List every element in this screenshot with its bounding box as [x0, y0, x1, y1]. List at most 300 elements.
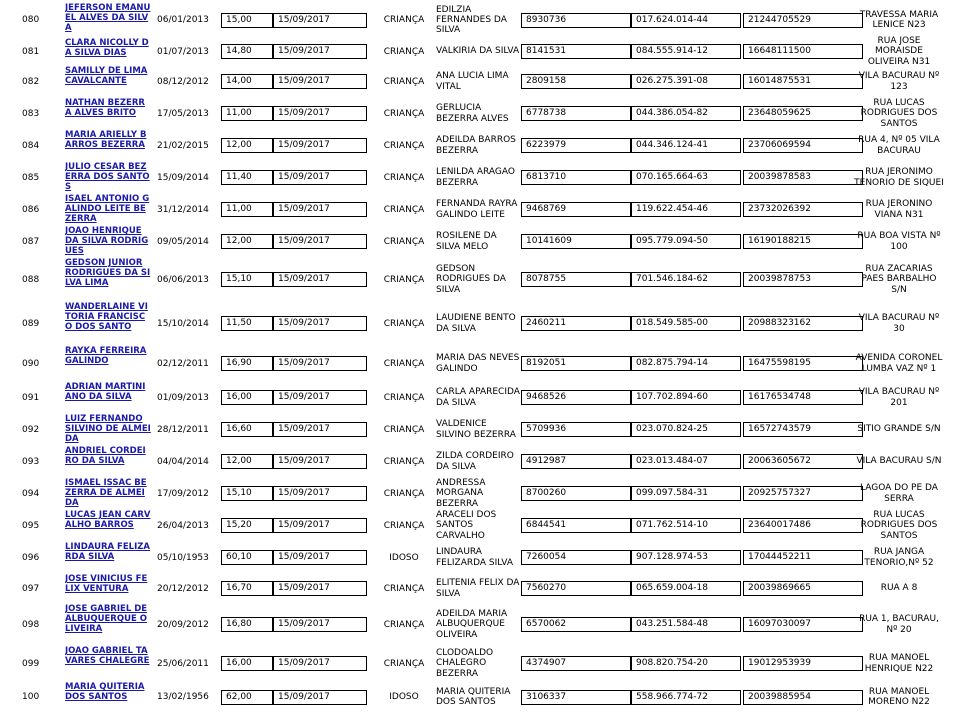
- nis-field[interactable]: 20039869665: [743, 581, 863, 596]
- weight-field[interactable]: 16,00: [221, 390, 273, 405]
- guardian-name-text: FERNANDA RAYRA GALINDO LEITE: [436, 199, 518, 220]
- visit-date-field[interactable]: 15/09/2017: [273, 44, 367, 59]
- category-text: CRIANÇA: [383, 274, 425, 285]
- cpf-field[interactable]: 023.070.824-25: [631, 422, 741, 437]
- rg-field[interactable]: 6778738: [521, 106, 631, 121]
- birth-date-text: 28/12/2011: [157, 424, 209, 435]
- birth-date-text: 08/12/2012: [157, 76, 209, 87]
- category: [373, 478, 435, 509]
- category: [373, 302, 435, 345]
- birth-date: [157, 510, 219, 541]
- weight-field[interactable]: 12,00: [221, 138, 273, 153]
- row-number: [22, 646, 58, 681]
- nis-field[interactable]: 16176534748: [743, 390, 863, 405]
- nis-field[interactable]: 23732026392: [743, 202, 863, 217]
- birth-date: [157, 646, 219, 681]
- visit-date-field[interactable]: 15/09/2017: [273, 202, 367, 217]
- address: [853, 302, 945, 345]
- visit-date-field[interactable]: 15/09/2017: [273, 550, 367, 565]
- weight-field[interactable]: 16,70: [221, 581, 273, 596]
- guardian-name-text: CARLA APARECIDA DA SILVA: [436, 387, 520, 408]
- row-number-text: 085: [22, 172, 40, 183]
- row-number-text: 082: [22, 76, 40, 87]
- birth-date-text: 21/02/2015: [157, 140, 209, 151]
- patient-name-link[interactable]: ISAEL ANTONIO GALINDO LEITE BEZERRA: [65, 194, 150, 225]
- birth-date-text: 09/05/2014: [157, 236, 209, 247]
- guardian-name: [436, 478, 520, 509]
- category-text: CRIANÇA: [383, 658, 425, 669]
- birth-date-text: 01/07/2013: [157, 46, 209, 57]
- nis-field[interactable]: 16190188215: [743, 234, 863, 249]
- birth-date: [157, 98, 219, 129]
- birth-date-text: 20/09/2012: [157, 619, 209, 630]
- weight-field[interactable]: 15,20: [221, 518, 273, 533]
- birth-date: [157, 194, 219, 225]
- address-text: RUA A 8: [880, 583, 918, 594]
- table-row: [0, 382, 960, 413]
- category: [373, 38, 435, 65]
- weight-field[interactable]: 11,40: [221, 170, 273, 185]
- guardian-name-text: VALDENICE SILVINO BEZERRA: [436, 419, 516, 440]
- weight-field[interactable]: 16,80: [221, 617, 273, 632]
- birth-date: [157, 478, 219, 509]
- guardian-name: [436, 646, 520, 681]
- weight-field[interactable]: 62,00: [221, 690, 273, 705]
- address: [853, 194, 945, 225]
- weight-field[interactable]: 60,10: [221, 550, 273, 565]
- patient-name-link[interactable]: ADRIAN MARTINIANO DA SILVA: [65, 382, 146, 403]
- address-text: VILA BACURAU Nº 123: [858, 71, 940, 92]
- cpf-field[interactable]: 107.702.894-60: [631, 390, 741, 405]
- guardian-name: [436, 414, 520, 445]
- cpf-field[interactable]: 044.386.054-82: [631, 106, 741, 121]
- category: [373, 130, 435, 161]
- row-number-text: 084: [22, 140, 40, 151]
- row-number-text: 099: [22, 658, 40, 669]
- visit-date-field[interactable]: 15/09/2017: [273, 170, 367, 185]
- weight-field[interactable]: 15,10: [221, 486, 273, 501]
- address: [853, 3, 945, 37]
- table-row: [0, 574, 960, 603]
- nis-field[interactable]: 16097030097: [743, 617, 863, 632]
- patient-name-link[interactable]: JOSE GABRIEL DE ALBUQUERQUE OLIVEIRA: [65, 604, 148, 635]
- rg-field[interactable]: 9468526: [521, 390, 631, 405]
- row-number-text: 080: [22, 15, 40, 25]
- address-text: AVENIDA CORONEL LUMBA VAZ Nº 1: [855, 353, 943, 374]
- category: [373, 604, 435, 645]
- birth-date-text: 02/12/2011: [157, 358, 209, 369]
- guardian-name: [436, 604, 520, 645]
- row-number-text: 090: [22, 358, 40, 369]
- rg-field[interactable]: 6813710: [521, 170, 631, 185]
- guardian-name-text: CLODOALDO CHALEGRO BEZERRA: [436, 648, 494, 679]
- row-number: [22, 258, 58, 301]
- row-number-text: 081: [22, 46, 40, 57]
- table-row: [0, 194, 960, 225]
- guardian-name-text: LINDAURA FELIZARDA SILVA: [436, 547, 514, 568]
- birth-date-text: 13/02/1956: [157, 692, 209, 702]
- birth-date: [157, 3, 219, 37]
- cpf-field[interactable]: 026.275.391-08: [631, 74, 741, 89]
- patient-name-link[interactable]: JEFERSON EMANUEL ALVES DA SILVA: [65, 3, 151, 34]
- row-number-text: 098: [22, 619, 40, 630]
- birth-date-text: 20/12/2012: [157, 583, 209, 594]
- address: [853, 446, 945, 477]
- cpf-field[interactable]: 070.165.664-63: [631, 170, 741, 185]
- row-number: [22, 414, 58, 445]
- row-number: [22, 478, 58, 509]
- category-text: IDOSO: [389, 692, 419, 702]
- row-number: [22, 446, 58, 477]
- address: [853, 414, 945, 445]
- weight-field[interactable]: 16,90: [221, 356, 273, 371]
- birth-date: [157, 446, 219, 477]
- birth-date: [157, 542, 219, 573]
- weight-field[interactable]: 14,80: [221, 44, 273, 59]
- row-number: [22, 226, 58, 257]
- table-row: [0, 446, 960, 477]
- patient-name-link[interactable]: JULIO CESAR BEZERRA DOS SANTOS: [65, 162, 150, 193]
- patient-name-link[interactable]: LUIZ FERNANDO SILVINO DE ALMEIDA: [65, 414, 151, 445]
- category: [373, 510, 435, 541]
- category: [373, 66, 435, 97]
- visit-date-field[interactable]: 15/09/2017: [273, 234, 367, 249]
- category-text: CRIANÇA: [383, 392, 425, 403]
- address-text: VILA BACURAU S/N: [856, 456, 942, 467]
- cpf-field[interactable]: 558.966.774-72: [631, 690, 741, 705]
- rg-field[interactable]: 6844541: [521, 518, 631, 533]
- category: [373, 346, 435, 381]
- weight-field[interactable]: 12,00: [221, 234, 273, 249]
- address-text: RUA JERONIMO TENORIO DE SIQUEI: [854, 167, 944, 188]
- cpf-field[interactable]: 065.659.004-18: [631, 581, 741, 596]
- birth-date: [157, 66, 219, 97]
- category-text: CRIANÇA: [383, 424, 425, 435]
- nis-field[interactable]: 20039885954: [743, 690, 863, 705]
- weight-field[interactable]: 16,60: [221, 422, 273, 437]
- category-text: CRIANÇA: [383, 358, 425, 369]
- category-text: CRIANÇA: [383, 619, 425, 630]
- guardian-name-text: EDILZIA FERNANDES DA SILVA: [436, 4, 507, 36]
- guardian-name: [436, 302, 520, 345]
- birth-date-text: 17/09/2012: [157, 488, 209, 499]
- table-row: [0, 3, 960, 37]
- rg-field[interactable]: 10141609: [521, 234, 631, 249]
- rg-field[interactable]: 7560270: [521, 581, 631, 596]
- row-number: [22, 3, 58, 37]
- birth-date: [157, 130, 219, 161]
- weight-field[interactable]: 11,00: [221, 202, 273, 217]
- rg-field[interactable]: 6223979: [521, 138, 631, 153]
- rg-field[interactable]: 2460211: [521, 316, 631, 331]
- address-text: RUA MANOEL HENRIQUE N22: [864, 653, 934, 674]
- rg-field[interactable]: 8141531: [521, 44, 631, 59]
- visit-date-field[interactable]: 15/09/2017: [273, 518, 367, 533]
- row-number: [22, 130, 58, 161]
- birth-date-text: 17/05/2013: [157, 108, 209, 119]
- nis-field[interactable]: 23648059625: [743, 106, 863, 121]
- patient-name-link[interactable]: JOAO GABRIEL TAVARES CHALEGRE: [65, 646, 150, 667]
- rg-field[interactable]: 7260054: [521, 550, 631, 565]
- birth-date-text: 15/10/2014: [157, 318, 209, 329]
- patient-name-link[interactable]: RAYKA FERREIRA GALINDO: [65, 346, 147, 367]
- patient-name-link[interactable]: LINDAURA FELIZARDA SILVA: [65, 542, 150, 563]
- address: [853, 604, 945, 645]
- birth-date: [157, 302, 219, 345]
- visit-date-field[interactable]: 15/09/2017: [273, 13, 367, 28]
- patient-name-link[interactable]: LUCAS JEAN CARVALHO BARROS: [65, 510, 151, 531]
- birth-date-text: 25/06/2011: [157, 658, 209, 669]
- cpf-field[interactable]: 044.346.124-41: [631, 138, 741, 153]
- address-text: VILA BACURAU Nº 30: [858, 313, 940, 334]
- weight-field[interactable]: 11,50: [221, 316, 273, 331]
- guardian-name-text: GEDSON RODRIGUES DA SILVA: [436, 264, 506, 295]
- patient-name-link[interactable]: MARIA QUITERIA DOS SANTOS: [65, 682, 145, 703]
- table-row: [0, 346, 960, 381]
- visit-date-field[interactable]: 15/09/2017: [273, 138, 367, 153]
- patient-name-link[interactable]: WANDERLAINE VITORIA FRANCISCO DOS SANTO: [65, 302, 148, 333]
- category-text: CRIANÇA: [383, 204, 425, 215]
- visit-date-field[interactable]: 15/09/2017: [273, 581, 367, 596]
- nis-field[interactable]: 20063605672: [743, 454, 863, 469]
- nis-field[interactable]: 20039878753: [743, 272, 863, 287]
- category: [373, 3, 435, 37]
- cpf-field[interactable]: 023.013.484-07: [631, 454, 741, 469]
- address: [853, 574, 945, 603]
- nis-field[interactable]: 20988323162: [743, 316, 863, 331]
- guardian-name: [436, 682, 520, 712]
- birth-date: [157, 382, 219, 413]
- category-text: CRIANÇA: [383, 318, 425, 329]
- visit-date-field[interactable]: 15/09/2017: [273, 74, 367, 89]
- table-row: [0, 258, 960, 301]
- cpf-field[interactable]: 071.762.514-10: [631, 518, 741, 533]
- row-number-text: 096: [22, 552, 40, 563]
- row-number-text: 088: [22, 274, 40, 285]
- rg-field[interactable]: 8078755: [521, 272, 631, 287]
- category: [373, 162, 435, 193]
- address-text: RUA JERONINO VIANA N31: [865, 199, 933, 220]
- patient-name-link[interactable]: SAMILLY DE LIMA CAVALCANTE: [65, 66, 148, 87]
- guardian-name-text: LAUDIENE BENTO DA SILVA: [436, 313, 516, 334]
- cpf-field[interactable]: 095.779.094-50: [631, 234, 741, 249]
- row-number: [22, 194, 58, 225]
- weight-field[interactable]: 11,00: [221, 106, 273, 121]
- category: [373, 414, 435, 445]
- visit-date-field[interactable]: 15/09/2017: [273, 316, 367, 331]
- patient-name-link[interactable]: GEDSON JUNIOR RODRIGUES DA SILVA LIMA: [65, 258, 151, 289]
- row-number: [22, 542, 58, 573]
- address: [853, 38, 945, 65]
- category-text: CRIANÇA: [383, 520, 425, 531]
- category-text: CRIANÇA: [383, 488, 425, 499]
- weight-field[interactable]: 15,00: [221, 13, 273, 28]
- weight-field[interactable]: 14,00: [221, 74, 273, 89]
- address: [853, 478, 945, 509]
- visit-date-field[interactable]: 15/09/2017: [273, 656, 367, 671]
- guardian-name-text: ROSILENE DA SILVA MELO: [436, 231, 497, 252]
- visit-date-field[interactable]: 15/09/2017: [273, 356, 367, 371]
- rg-field[interactable]: 3106337: [521, 690, 631, 705]
- patient-name-link[interactable]: ANDRIEL CORDEIRO DA SILVA: [65, 446, 146, 467]
- address: [853, 542, 945, 573]
- table-row: [0, 478, 960, 509]
- row-number-text: 087: [22, 236, 40, 247]
- guardian-name: [436, 382, 520, 413]
- row-number: [22, 382, 58, 413]
- patient-name-link[interactable]: ISMAEL ISSAC BEZERRA DE ALMEIDA: [65, 478, 147, 509]
- category: [373, 382, 435, 413]
- guardian-name: [436, 574, 520, 603]
- category-text: CRIANÇA: [383, 76, 425, 87]
- guardian-name-text: ADEILDA MARIA ALBUQUERQUE OLIVEIRA: [436, 609, 508, 640]
- cpf-field[interactable]: 043.251.584-48: [631, 617, 741, 632]
- address: [853, 382, 945, 413]
- row-number: [22, 574, 58, 603]
- nis-field[interactable]: 23706069594: [743, 138, 863, 153]
- address: [853, 162, 945, 193]
- address-text: RUA JANGA TENORIO,Nº 52: [864, 547, 934, 568]
- nis-field[interactable]: 20039878583: [743, 170, 863, 185]
- category: [373, 446, 435, 477]
- cpf-field[interactable]: 907.128.974-53: [631, 550, 741, 565]
- rg-field[interactable]: 5709936: [521, 422, 631, 437]
- address: [853, 258, 945, 301]
- birth-date-text: 01/09/2013: [157, 392, 209, 403]
- guardian-name: [436, 194, 520, 225]
- guardian-name-text: VALKIRIA DA SILVA: [436, 46, 520, 57]
- row-number: [22, 38, 58, 65]
- rg-field[interactable]: 9468769: [521, 202, 631, 217]
- table-row: [0, 130, 960, 161]
- nis-field[interactable]: 16572743579: [743, 422, 863, 437]
- rg-field[interactable]: 6570062: [521, 617, 631, 632]
- weight-field[interactable]: 12,00: [221, 454, 273, 469]
- birth-date: [157, 226, 219, 257]
- nis-field[interactable]: 17044452211: [743, 550, 863, 565]
- birth-date: [157, 162, 219, 193]
- nis-field[interactable]: 21244705529: [743, 13, 863, 28]
- visit-date-field[interactable]: 15/09/2017: [273, 390, 367, 405]
- guardian-name: [436, 510, 520, 541]
- guardian-name: [436, 38, 520, 65]
- table-row: [0, 510, 960, 541]
- visit-date-field[interactable]: 15/09/2017: [273, 486, 367, 501]
- guardian-name: [436, 346, 520, 381]
- address: [853, 646, 945, 681]
- row-number: [22, 66, 58, 97]
- address: [853, 510, 945, 541]
- rg-field[interactable]: 4374907: [521, 656, 631, 671]
- nis-field[interactable]: 20925757327: [743, 486, 863, 501]
- category-text: CRIANÇA: [383, 236, 425, 247]
- table-row: [0, 682, 960, 712]
- category-text: CRIANÇA: [383, 172, 425, 183]
- birth-date: [157, 414, 219, 445]
- cpf-field[interactable]: 084.555.914-12: [631, 44, 741, 59]
- birth-date-text: 06/01/2013: [157, 15, 209, 25]
- address: [853, 66, 945, 97]
- address-text: LAGOA DO PE DA SERRA: [860, 483, 938, 504]
- category: [373, 574, 435, 603]
- address-text: SITIO GRANDE S/N: [857, 424, 941, 435]
- visit-date-field[interactable]: 15/09/2017: [273, 106, 367, 121]
- guardian-name-text: MARIA QUITERIA DOS SANTOS: [436, 686, 511, 707]
- patient-name-link[interactable]: JOAO HENRIQUE DA SILVA RODRIGUES: [65, 226, 149, 257]
- nis-field[interactable]: 16014875531: [743, 74, 863, 89]
- patient-name-link[interactable]: MARIA ARIELLY BARROS BEZERRA: [65, 130, 147, 151]
- cpf-field[interactable]: 908.820.754-20: [631, 656, 741, 671]
- rg-field[interactable]: 8930736: [521, 13, 631, 28]
- birth-date: [157, 346, 219, 381]
- birth-date-text: 31/12/2014: [157, 204, 209, 215]
- nis-field[interactable]: 23640017486: [743, 518, 863, 533]
- category: [373, 98, 435, 129]
- cpf-field[interactable]: 701.546.184-62: [631, 272, 741, 287]
- birth-date-text: 06/06/2013: [157, 274, 209, 285]
- category-text: CRIANÇA: [383, 15, 425, 25]
- birth-date: [157, 574, 219, 603]
- address: [853, 682, 945, 712]
- rg-field[interactable]: 8700260: [521, 486, 631, 501]
- row-number-text: 083: [22, 108, 40, 119]
- weight-field[interactable]: 16,00: [221, 656, 273, 671]
- category: [373, 682, 435, 712]
- birth-date-text: 15/09/2014: [157, 172, 209, 183]
- row-number-text: 091: [22, 392, 40, 403]
- rg-field[interactable]: 4912987: [521, 454, 631, 469]
- visit-date-field[interactable]: 15/09/2017: [273, 617, 367, 632]
- guardian-name: [436, 258, 520, 301]
- rg-field[interactable]: 2809158: [521, 74, 631, 89]
- row-number: [22, 510, 58, 541]
- birth-date: [157, 258, 219, 301]
- patient-name-link[interactable]: CLARA NICOLLY DA SILVA DIAS: [65, 38, 149, 59]
- guardian-name-text: ANDRESSA MORGANA BEZERRA: [436, 478, 486, 509]
- weight-field[interactable]: 15,10: [221, 272, 273, 287]
- visit-date-field[interactable]: 15/09/2017: [273, 690, 367, 705]
- address-text: RUA MANOEL MORENO N22: [868, 686, 930, 707]
- cpf-field[interactable]: 119.622.454-46: [631, 202, 741, 217]
- nis-field[interactable]: 19012953939: [743, 656, 863, 671]
- category: [373, 542, 435, 573]
- guardian-name: [436, 130, 520, 161]
- category: [373, 194, 435, 225]
- address: [853, 98, 945, 129]
- visit-date-field[interactable]: 15/09/2017: [273, 454, 367, 469]
- patient-name-link[interactable]: NATHAN BEZERRA ALVES BRITO: [65, 98, 145, 119]
- row-number: [22, 604, 58, 645]
- birth-date-text: 26/04/2013: [157, 520, 209, 531]
- nis-field[interactable]: 16475598195: [743, 356, 863, 371]
- nis-field[interactable]: 16648111500: [743, 44, 863, 59]
- guardian-name-text: ZILDA CORDEIRO DA SILVA: [436, 451, 514, 472]
- row-number-text: 089: [22, 318, 40, 329]
- visit-date-field[interactable]: 15/09/2017: [273, 422, 367, 437]
- cpf-field[interactable]: 017.624.014-44: [631, 13, 741, 28]
- rg-field[interactable]: 8192051: [521, 356, 631, 371]
- patient-name-link[interactable]: JOSE VINICIUS FELIX VENTURA: [65, 574, 148, 595]
- visit-date-field[interactable]: 15/09/2017: [273, 272, 367, 287]
- address-text: VILA BACURAU Nº 201: [858, 387, 940, 408]
- row-number: [22, 346, 58, 381]
- cpf-field[interactable]: 082.875.794-14: [631, 356, 741, 371]
- cpf-field[interactable]: 018.549.585-00: [631, 316, 741, 331]
- address: [853, 226, 945, 257]
- birth-date: [157, 682, 219, 712]
- guardian-name: [436, 446, 520, 477]
- cpf-field[interactable]: 099.097.584-31: [631, 486, 741, 501]
